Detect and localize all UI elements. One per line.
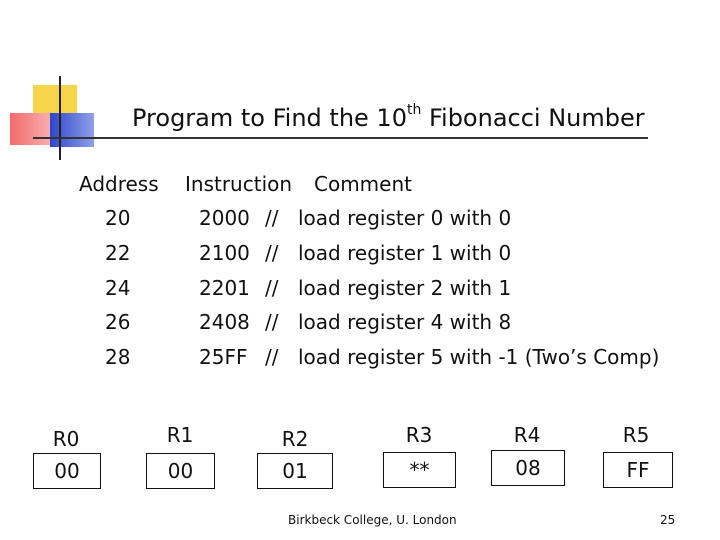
row-comment: load register 1 with 0 <box>298 241 512 265</box>
register-value-r1: 00 <box>146 453 215 489</box>
row-comment-marker: // <box>265 241 279 265</box>
decor-blue-square <box>50 113 94 147</box>
title-superscript: th <box>406 102 422 118</box>
row-comment: load register 5 with -1 (Two’s Comp) <box>298 345 660 369</box>
row-comment-marker: // <box>265 206 279 230</box>
row-comment-marker: // <box>265 345 279 369</box>
header-instruction: Instruction <box>185 172 293 196</box>
row-comment: load register 2 with 1 <box>298 276 512 300</box>
register-label-r2: R2 <box>281 427 309 451</box>
register-label-r1: R1 <box>166 423 194 447</box>
footer-text: Birkbeck College, U. London <box>288 513 457 527</box>
row-instruction: 25FF <box>199 345 248 369</box>
decor-vertical-line <box>59 76 61 160</box>
row-comment: load register 0 with 0 <box>298 206 512 230</box>
register-value-r3: ** <box>383 452 456 488</box>
register-value-r5: FF <box>603 452 673 488</box>
register-label-r4: R4 <box>513 423 541 447</box>
row-instruction: 2408 <box>199 310 250 334</box>
register-value-r4: 08 <box>491 450 565 486</box>
header-address: Address <box>79 172 159 196</box>
row-instruction: 2201 <box>199 276 250 300</box>
register-label-r0: R0 <box>52 427 80 451</box>
row-comment: load register 4 with 8 <box>298 310 512 334</box>
row-address: 26 <box>105 310 131 334</box>
title-text: Program to Find the 10 <box>132 104 407 132</box>
row-instruction: 2100 <box>199 241 250 265</box>
register-label-r5: R5 <box>622 423 650 447</box>
register-value-r2: 01 <box>257 453 333 489</box>
register-label-r3: R3 <box>405 423 433 447</box>
row-address: 28 <box>105 345 131 369</box>
header-comment: Comment <box>314 172 412 196</box>
row-instruction: 2000 <box>199 206 250 230</box>
row-address: 24 <box>105 276 131 300</box>
row-address: 22 <box>105 241 131 265</box>
register-value-r0: 00 <box>33 453 101 489</box>
row-address: 20 <box>105 206 131 230</box>
decor-horizontal-line <box>33 137 648 139</box>
row-comment-marker: // <box>265 310 279 334</box>
slide-title <box>132 104 645 132</box>
page-number: 25 <box>660 513 676 527</box>
title-text-end: Fibonacci Number <box>421 104 645 132</box>
row-comment-marker: // <box>265 276 279 300</box>
